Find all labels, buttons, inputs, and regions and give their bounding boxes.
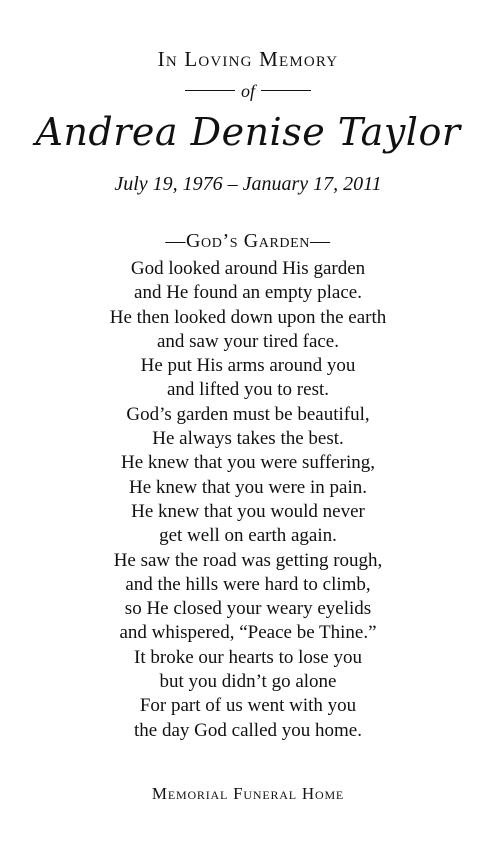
poem-line: God looked around His garden [130,258,366,279]
right-divider-rule [261,90,311,91]
poem-title: —God’s Garden— [165,230,331,252]
poem-line: He then looked down upon the earth [109,306,387,328]
poem-line: For part of us went with you [139,695,357,717]
poem-line: He knew that you were suffering, [121,452,375,474]
left-divider-rule [185,90,235,91]
poem-line: It broke our hearts to lose you [134,646,362,668]
memorial-heading: In Loving Memory [157,47,339,71]
poem-line: He always takes the best. [152,428,344,450]
poem-line: and saw your tired face. [156,330,339,352]
poem-line: and He found an empty place. [134,282,362,304]
poem-line: He put His arms around you [140,355,356,377]
poem-line: get well on earth again. [159,525,337,547]
poem-line: and lifted you to rest. [167,379,329,401]
poem-line: He saw the road was getting rough, [113,549,383,571]
of-word: of [240,80,255,101]
poem-line: He knew that you would never [131,500,365,522]
of-divider [0,80,496,100]
poem-line: but you didn’t go alone [159,671,337,693]
poem-body [0,257,496,743]
funeral-home-name: Memorial Funeral Home [151,784,345,803]
deceased-name: Andrea Denise Taylor [35,110,461,154]
poem-line: the day God called you home. [134,719,362,741]
poem-line: God’s garden must be beautiful, [126,403,370,425]
poem-line: He knew that you were in pain. [129,476,367,498]
poem-line: and the hills were hard to climb, [125,573,371,595]
poem-line: so He closed your weary eyelids [124,598,372,620]
life-dates: July 19, 1976 – January 17, 2011 [114,173,382,195]
poem-line: and whispered, “Peace be Thine.” [119,622,377,644]
